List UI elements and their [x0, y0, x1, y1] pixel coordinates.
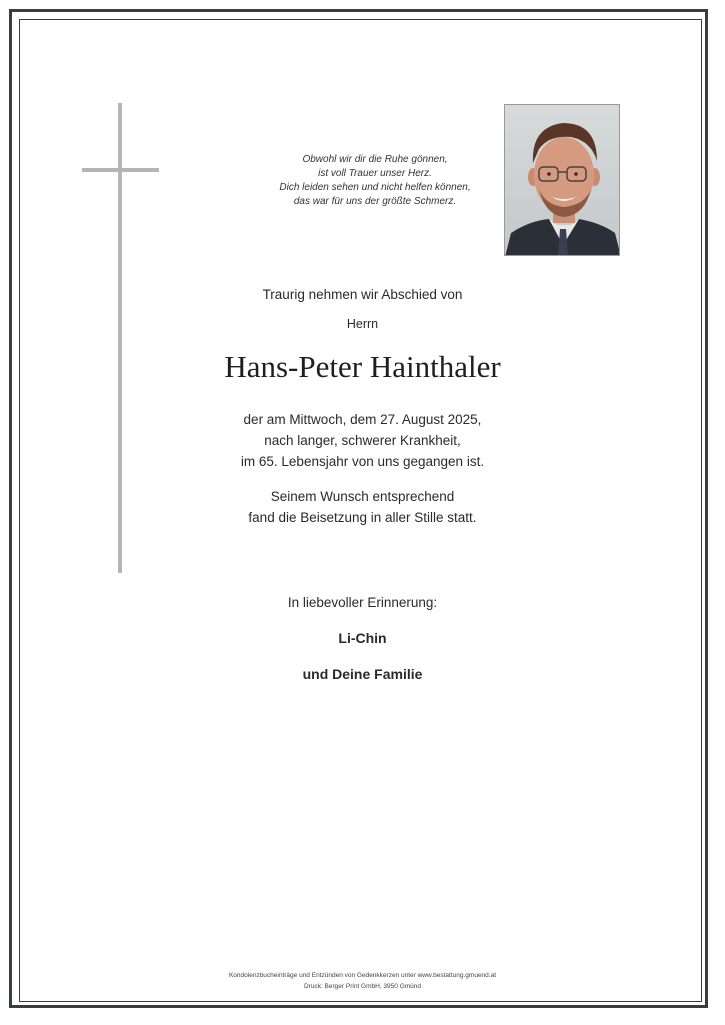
- signature-name: Li-Chin: [338, 630, 387, 646]
- farewell-intro: Traurig nehmen wir Abschied von: [262, 287, 463, 302]
- passing-text: [0, 409, 725, 472]
- passing-line: der am Mittwoch, dem 27. August 2025,: [243, 412, 482, 427]
- poem: [230, 153, 520, 209]
- burial-text: [0, 486, 725, 528]
- honorific: Herrn: [346, 317, 379, 331]
- passing-line: im 65. Lebensjahr von uns gegangen ist.: [240, 454, 485, 469]
- poem-line: das war für uns der größte Schmerz.: [293, 196, 457, 207]
- portrait-photo: [504, 104, 620, 256]
- poem-line: Obwohl wir dir die Ruhe gönnen,: [302, 154, 448, 165]
- cross-icon-bar: [82, 168, 159, 172]
- burial-line: fand die Beisetzung in aller Stille statt.: [248, 510, 477, 525]
- poem-line: Dich leiden sehen und nicht helfen können,: [279, 182, 471, 193]
- footer-condolence: Kondolenzbucheinträge und Entzünden von Gedenkkerzen unter www.bestattung.gmuend.at: [228, 972, 497, 979]
- deceased-name: Hans-Peter Hainthaler: [224, 349, 501, 384]
- footer: [0, 970, 725, 992]
- memory-heading: In liebevoller Erinnerung:: [287, 595, 438, 610]
- footer-printer: Druck: Berger Print GmbH, 3950 Gmünd: [303, 983, 422, 990]
- passing-line: nach langer, schwerer Krankheit,: [264, 433, 461, 448]
- poem-line: ist voll Trauer unser Herz.: [318, 168, 432, 179]
- signature-family: und Deine Familie: [302, 666, 423, 682]
- burial-line: Seinem Wunsch entsprechend: [270, 489, 455, 504]
